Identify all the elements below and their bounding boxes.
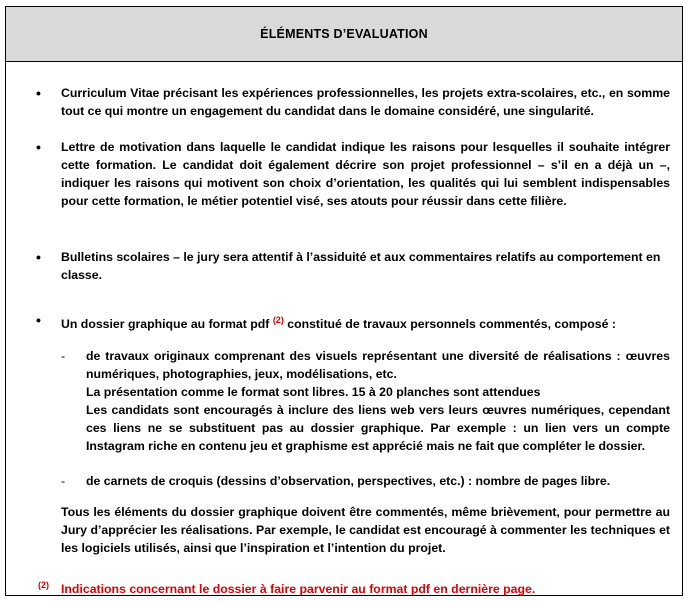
footnote-mark: (2) xyxy=(38,580,49,590)
item-portfolio-text-b: constitué de travaux personnels commentés, composé : xyxy=(283,317,616,331)
item-portfolio xyxy=(61,311,670,333)
item-portfolio-text-a: Un dossier graphique au format pdf xyxy=(61,317,273,331)
sub-item-original-works xyxy=(86,347,670,455)
sub-item-line: La présentation comme le format sont libres. 15 à 20 planches sont attendues xyxy=(86,385,541,399)
bullet-icon: • xyxy=(36,85,41,101)
sub-item-line: de travaux originaux comprenant des visuels représentant une diversité de réalisations : œuvres numériques, photographies, jeux, modélisations, etc. xyxy=(86,349,670,381)
item-bulletins: Bulletins scolaires – le jury sera attentif à l’assiduité et aux commentaires relatifs au comportement en classe. xyxy=(61,250,661,282)
table-body xyxy=(6,62,682,595)
bullet-icon: • xyxy=(36,312,41,328)
closing-paragraph: Tous les éléments du dossier graphique doivent être commentés, même brièvement, pour permettre au Jury d’apprécier les réalisations. Par exemple, le candidat est encouragé à commenter les techniques et les logiciels utilisés, ainsi que l’inspiration et l’intention du projet. xyxy=(61,505,670,555)
header-title: ÉLÉMENTS D’EVALUATION xyxy=(260,27,428,41)
table-header xyxy=(6,7,682,62)
dash-icon: - xyxy=(61,474,66,488)
bullet-icon: • xyxy=(36,249,41,265)
item-motivation-letter: Lettre de motivation dans laquelle le candidat indique les raisons pour lesquelles il souhaite intégrer cette formation. Le candidat doit également décrire son projet professionnel – s’il en a déjà un –, indiquer les raisons qui motivent son choix d’orientation, les qualités qui lui semblent indispensables pour cette formation, le métier potentiel visé, ses atouts pour réussir dans cette filière. xyxy=(61,140,670,208)
sub-item-sketchbooks: de carnets de croquis (dessins d’observation, perspectives, etc.) : nombre de pages libre. xyxy=(86,474,611,488)
footnote-ref: (2) xyxy=(272,315,284,325)
dash-icon: - xyxy=(61,349,66,363)
sub-item-line: Les candidats sont encouragés à inclure des liens web vers leurs œuvres numériques, cependant ces liens ne se substituent pas au dossier graphique. Par exemple : un lien vers un compte Instagram riche en contenu jeu et graphisme est apprécié mais ne fait que compléter le dossier. xyxy=(86,403,670,453)
evaluation-table xyxy=(5,6,683,596)
item-cv: Curriculum Vitae précisant les expériences professionnelles, les projets extra-scolaires, etc., en somme tout ce qui montre un engagement du candidat dans le domaine considéré, une singularité. xyxy=(61,86,670,118)
footnote-text: Indications concernant le dossier à faire parvenir au format pdf en dernière page. xyxy=(61,582,536,596)
bullet-icon: • xyxy=(36,139,41,155)
